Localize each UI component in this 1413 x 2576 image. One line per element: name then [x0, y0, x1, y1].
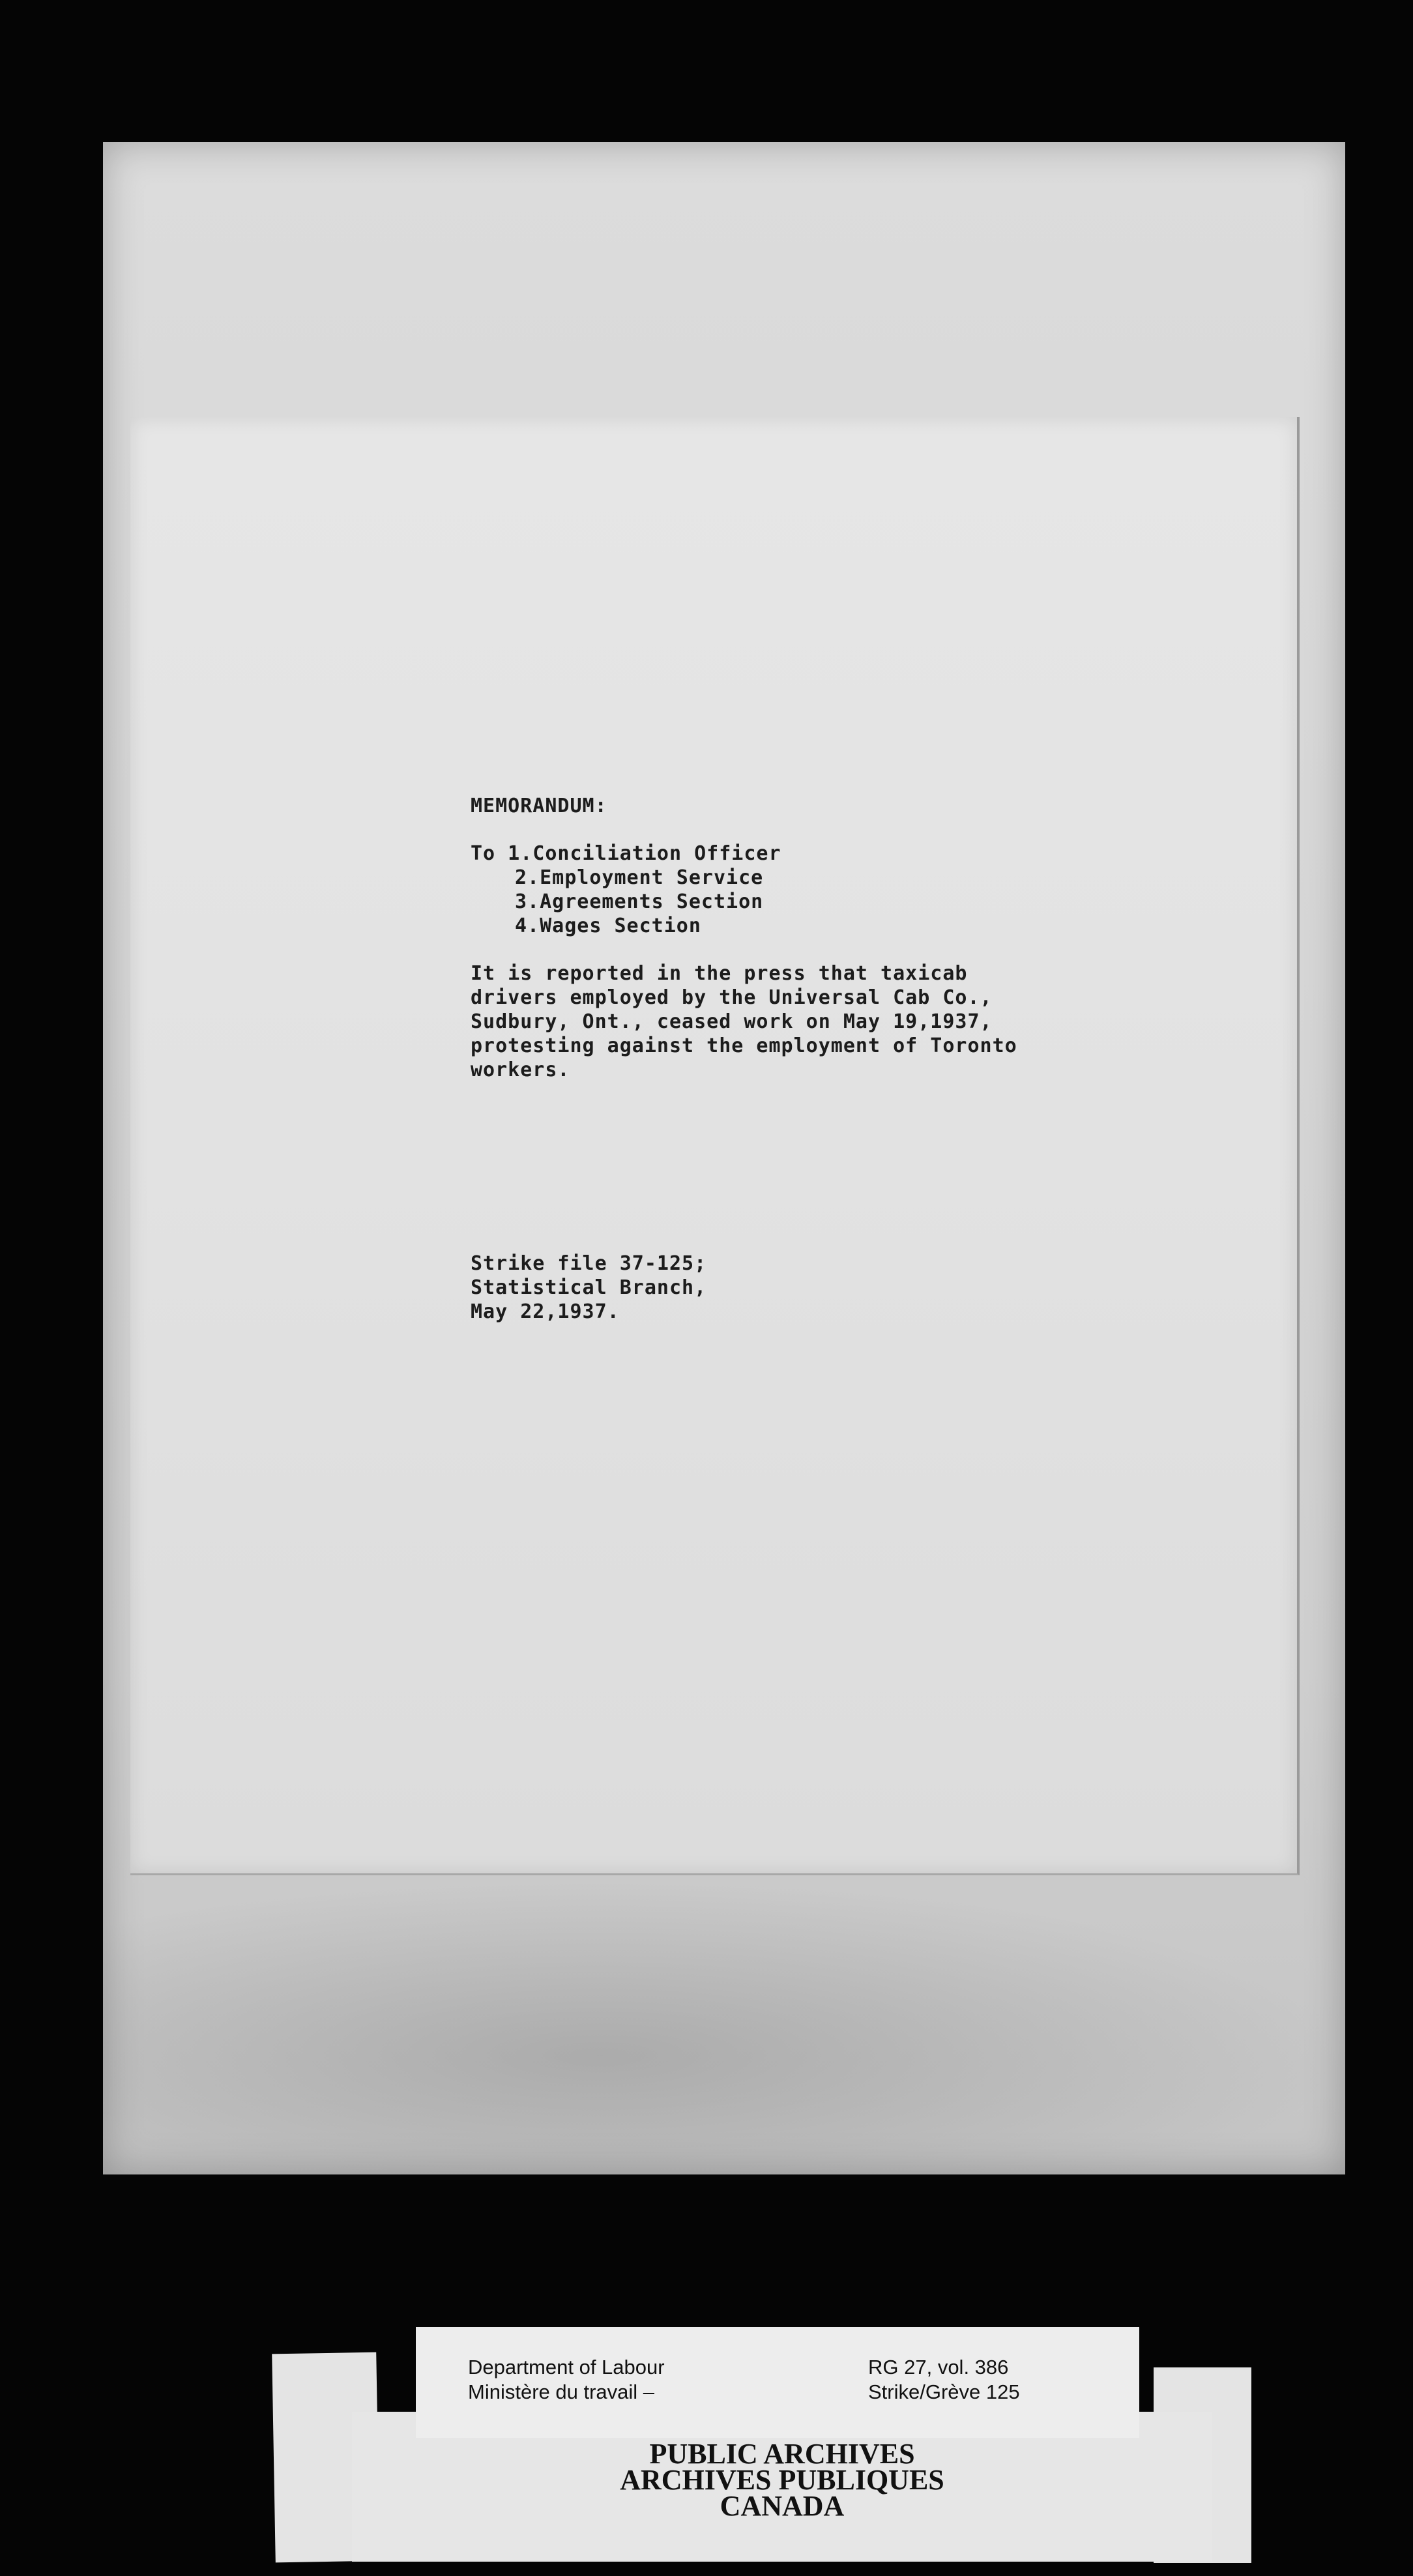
- strike-number: Strike/Grève 125: [868, 2380, 1020, 2403]
- paper-stain: [103, 1877, 1345, 2174]
- recipient-line: To 1.Conciliation Officer: [471, 842, 781, 865]
- recipient-line: 3.Agreements Section: [515, 890, 764, 913]
- stamp-line: ARCHIVES PUBLIQUES: [620, 2464, 944, 2496]
- record-group-reference: RG 27, vol. 386: [868, 2356, 1009, 2378]
- body-line: drivers employed by the Universal Cab Co.,: [471, 986, 993, 1009]
- body-line: It is reported in the press that taxicab: [471, 962, 968, 985]
- footer-line: May 22,1937.: [471, 1300, 620, 1323]
- public-archives-stamp: [352, 2438, 1212, 2522]
- footer-line: Statistical Branch,: [471, 1276, 707, 1299]
- stamp-line: PUBLIC ARCHIVES: [649, 2438, 915, 2470]
- footer-line: Strike file 37-125;: [471, 1252, 707, 1275]
- department-french: Ministère du travail –: [468, 2380, 655, 2403]
- body-line: workers.: [471, 1059, 570, 1081]
- recipient-line: 2.Employment Service: [515, 866, 764, 889]
- body-line: Sudbury, Ont., ceased work on May 19,1937,: [471, 1010, 993, 1033]
- memorandum: [471, 794, 1161, 1324]
- stamp-line: CANADA: [720, 2490, 845, 2522]
- recipient-line: 4.Wages Section: [515, 915, 701, 937]
- memo-heading: MEMORANDUM:: [471, 795, 607, 817]
- department-english: Department of Labour: [468, 2356, 665, 2378]
- body-line: protesting against the employment of Toronto: [471, 1034, 1017, 1057]
